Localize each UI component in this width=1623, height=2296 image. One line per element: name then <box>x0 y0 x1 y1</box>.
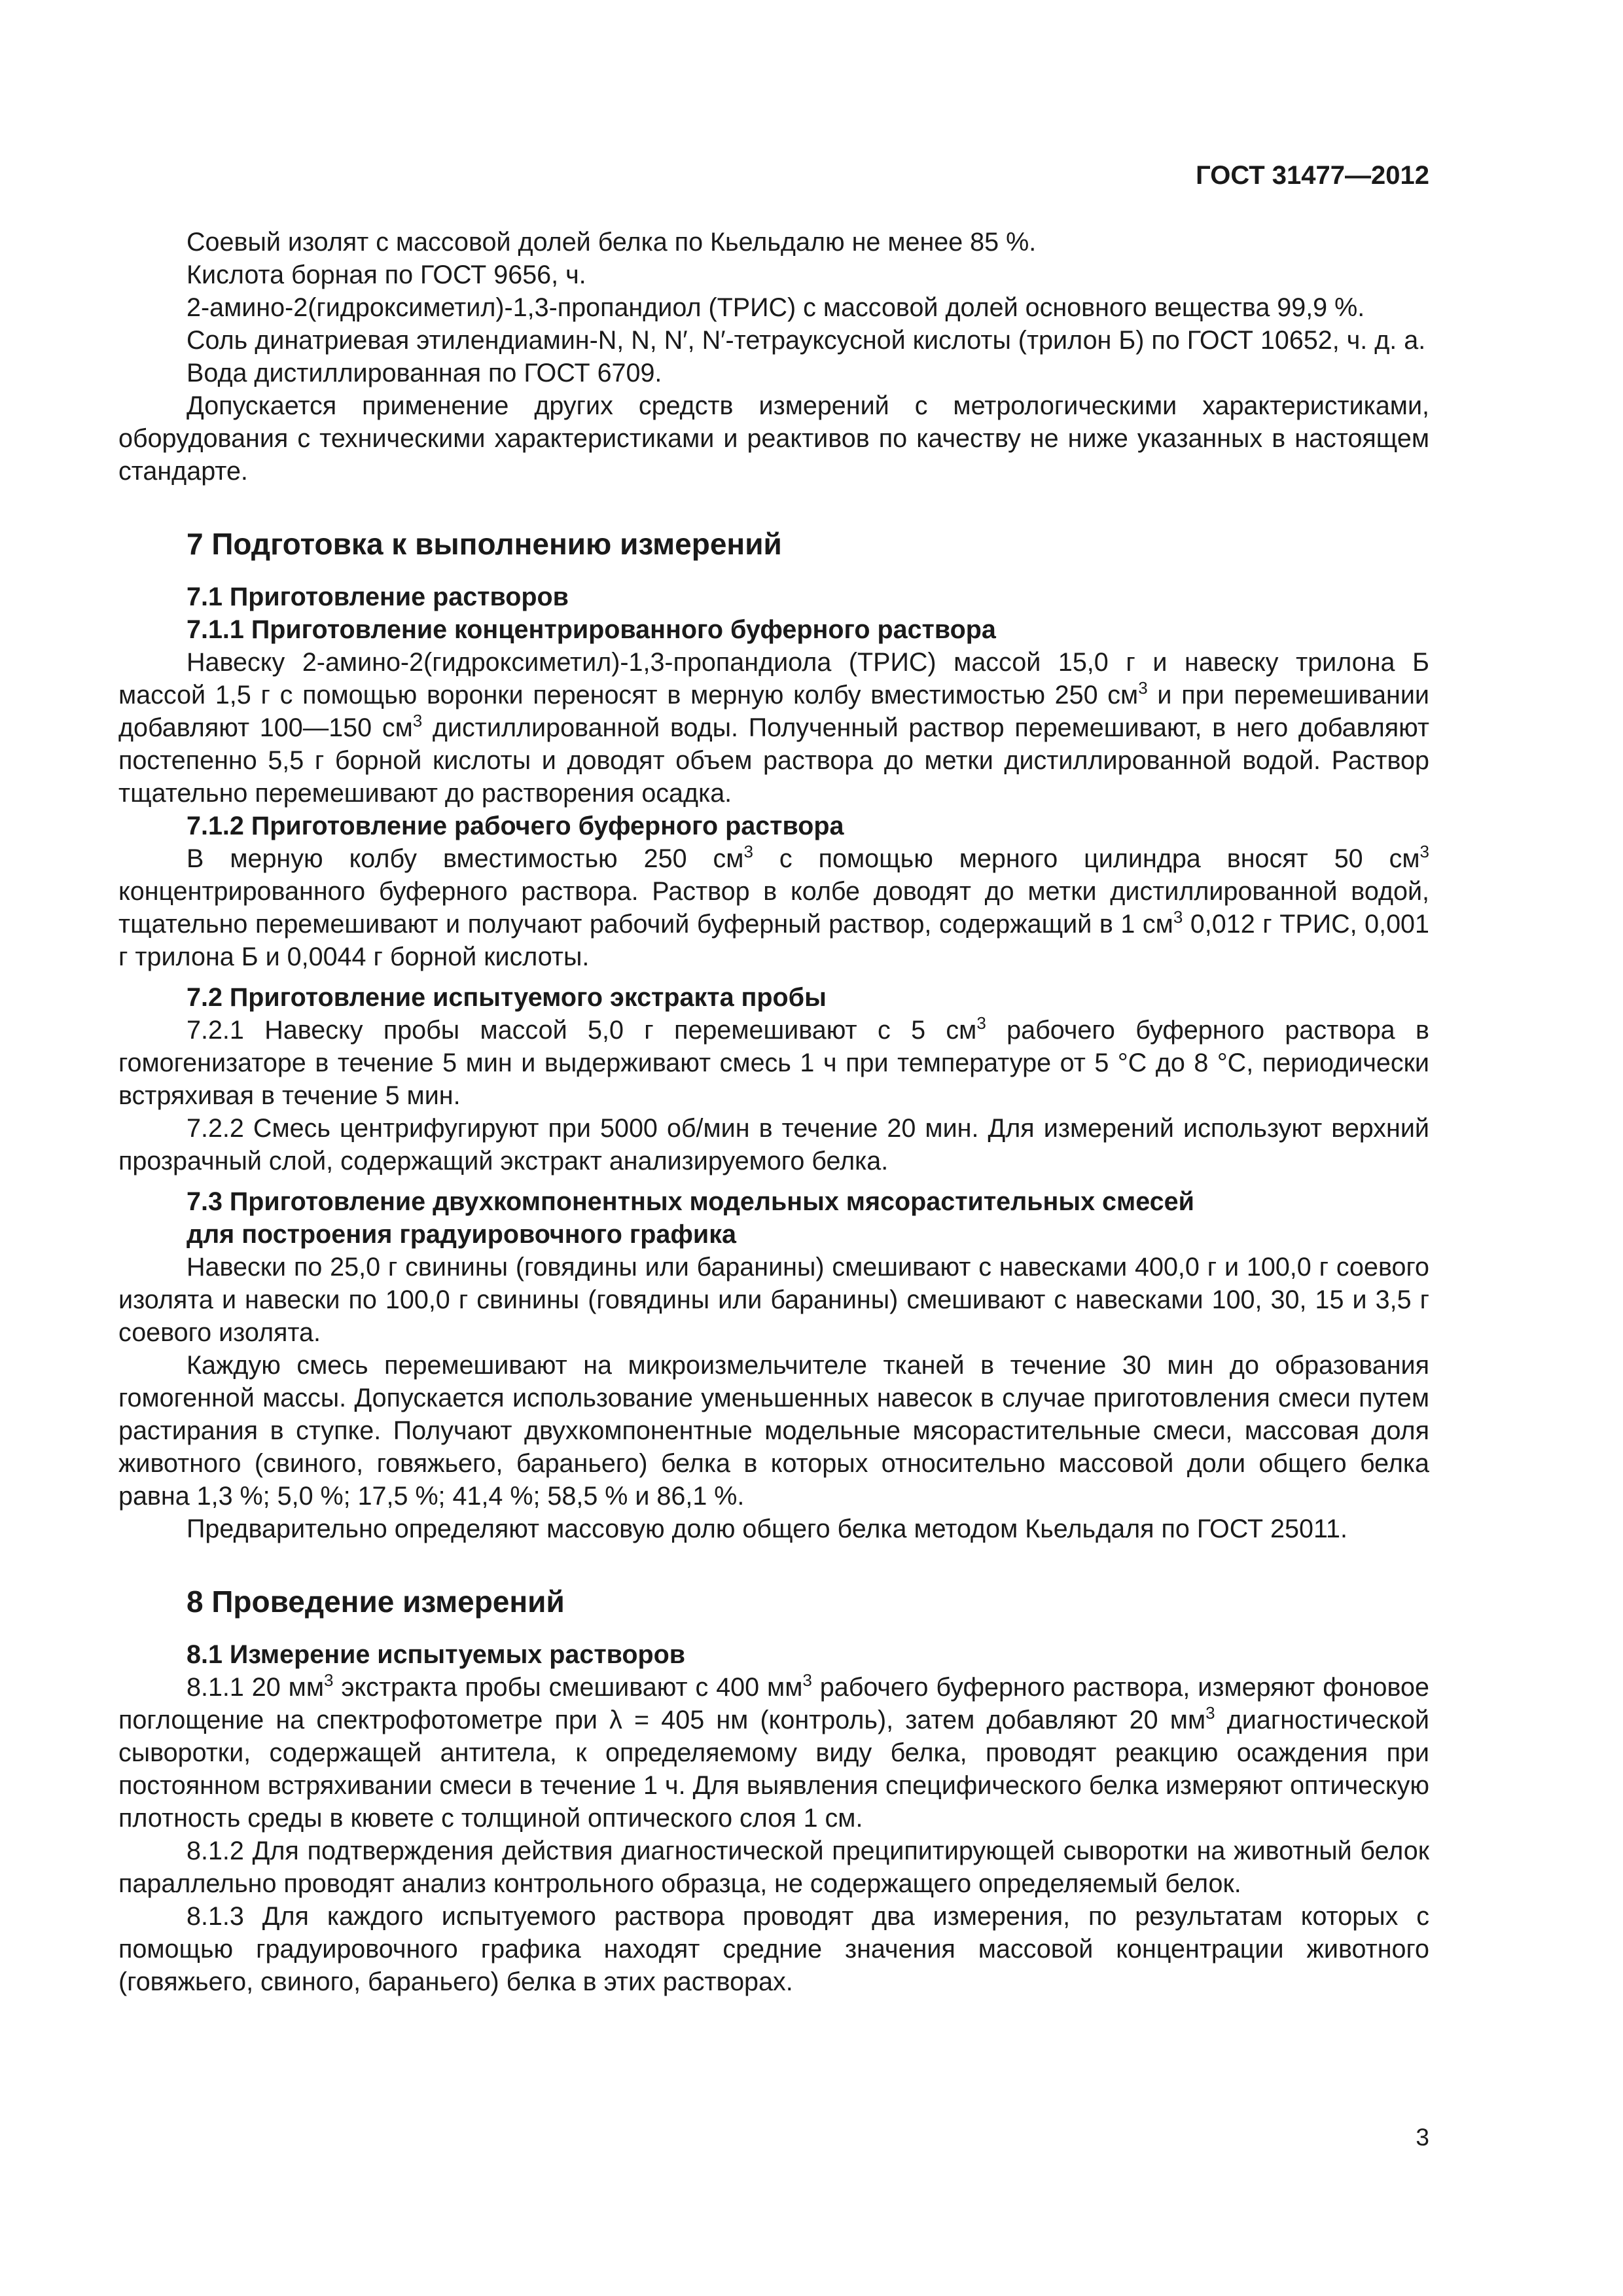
text-fragment: и при перемешивании добавляют 100—150 см <box>118 681 1429 742</box>
text-fragment: экстракта пробы смешивают с 400 мм <box>333 1673 803 1702</box>
page-number: 3 <box>1416 2124 1429 2151</box>
paragraph-7-3-mixing: Каждую смесь перемешивают на микроизмельчителе тканей в течение 30 мин до образования гомогенной массы. Допускается использование уменьшенных навесок в случае приготовления смеси путем растирания в ступке. Получают двухкомпонентные модельные мясорастительные смеси, массовая доля животного (свиного, говяжьего, бараньего) белка в которых относительно массовой доли общего белка равна 1,3 %; 5,0 %; 17,5 %; 41,4 %; 58,5 % и 86,1 %. <box>118 1351 1429 1511</box>
text-fragment: с помощью мерного цилиндра вносят 50 см <box>753 844 1420 873</box>
superscript: 3 <box>743 842 753 861</box>
section-8-1-title: 8.1 Измерение испытуемых растворов <box>187 1640 686 1669</box>
text-fragment: 7.2.1 Навеску пробы массой 5,0 г перемешивают с 5 см <box>187 1016 977 1045</box>
paragraph-7-3-weights: Навески по 25,0 г свинины (говядины или баранины) смешивают с навесками 400,0 г и 100,0 г соевого изолята и навески по 100,0 г свинины (говядины или баранины) смешивают с навесками 100, 30, 15 и 3,5 г соевого изолята. <box>118 1253 1429 1347</box>
text-fragment: Навеску 2-амино-2(гидроксиметил)-1,3-пропандиола (ТРИС) массой 15,0 г и навеску трилона Б массой 1,5 г с помощью воронки переносят в мерную колбу вместимостью 250 см <box>118 648 1429 709</box>
section-8-title: 8 Проведение измерений <box>187 1585 565 1619</box>
paragraph-7-3-kjeldahl: Предварительно определяют массовую долю общего белка методом Кьельдаля по ГОСТ 25011. <box>187 1515 1347 1543</box>
text-fragment: В мерную колбу вместимостью 250 см <box>187 844 744 873</box>
section-7-3-title <box>187 1185 1429 1251</box>
paragraph-8-1-2: 8.1.2 Для подтверждения действия диагностической преципитирующей сыворотки на животный белок параллельно проводят анализ контрольного образца, не содержащего определяемый белок. <box>118 1837 1429 1898</box>
title-line: для построения градуировочного графика <box>187 1220 736 1249</box>
text-fragment: рабочего буферного раствора в гомогенизаторе в течение 5 мин и выдерживают смесь 1 ч при температуре от 5 °С до 8 °С, периодически встряхивая в течение 5 мин. <box>118 1016 1430 1110</box>
text-fragment: диагностической сыворотки, содержащей антитела, к определяемому виду белка, проводят реакцию осаждения при постоянном встряхивании смеси в течение 1 ч. Для выявления специфического белка измеряют оптическую плотность среды в кювете с толщиной оптического слоя 1 см. <box>118 1706 1429 1833</box>
section-7-1-2-title: 7.1.2 Приготовление рабочего буферного раствора <box>187 812 844 840</box>
text-fragment: 8.1.1 20 мм <box>187 1673 324 1702</box>
paragraph-8-1-1 <box>118 1671 1429 1835</box>
superscript: 3 <box>1138 678 1148 698</box>
section-7-title: 7 Подготовка к выполнению измерений <box>187 527 782 561</box>
superscript: 3 <box>323 1670 334 1690</box>
superscript: 3 <box>412 711 423 730</box>
superscript: 3 <box>802 1670 812 1690</box>
paragraph-tris: 2-амино-2(гидроксиметил)-1,3-пропандиол (ТРИС) с массовой долей основного вещества 99,9 %. <box>187 293 1365 322</box>
superscript: 3 <box>1173 907 1183 927</box>
paragraph-8-1-3: 8.1.3 Для каждого испытуемого раствора проводят два измерения, по результатам которых с помощью градуировочного графика находят средние значения массовой концентрации животного (говяжьего, свиного, бараньего) белка в этих растворах. <box>118 1902 1429 1996</box>
text-fragment: рабочего буферного раствора, измеряют фоновое поглощение на спектрофотометре при λ = 405 нм (контроль), затем добавляют 20 мм <box>118 1673 1429 1734</box>
superscript: 3 <box>1205 1703 1215 1723</box>
section-7-1-title: 7.1 Приготовление растворов <box>187 583 569 611</box>
paragraph-alternatives: Допускается применение других средств измерений с метрологическими характеристиками, оборудования с техническими характеристиками и реактивов по качеству не ниже указанных в настоящем стандарте. <box>118 391 1429 486</box>
text-fragment: концентрированного буферного раствора. Раствор в колбе доводят до метки дистиллированной водой, тщательно перемешивают и получают рабочий буферный раствор, содержащий в 1 см <box>118 877 1429 939</box>
paragraph-boric-acid: Кислота борная по ГОСТ 9656, ч. <box>187 260 586 289</box>
paragraph-7-2-2: 7.2.2 Смесь центрифугируют при 5000 об/мин в течение 20 мин. Для измерений используют верхний прозрачный слой, содержащий экстракт анализируемого белка. <box>118 1114 1429 1175</box>
paragraph-distilled-water: Вода дистиллированная по ГОСТ 6709. <box>187 359 662 387</box>
section-7-1-1-title: 7.1.1 Приготовление концентрированного буферного раствора <box>187 615 996 644</box>
paragraph-7-1-1 <box>118 646 1429 810</box>
paragraph-7-2-1 <box>118 1014 1429 1112</box>
page-body <box>118 226 1429 1998</box>
paragraph-7-1-2 <box>118 842 1429 973</box>
text-fragment: дистиллированной воды. Полученный раствор перемешивают, в него добавляют постепенно 5,5 г борной кислоты и доводят объем раствора до метки дистиллированной водой. Раствор тщательно перемешивают до растворения осадка. <box>118 713 1429 808</box>
superscript: 3 <box>1419 842 1429 861</box>
paragraph-soy-isolate: Соевый изолят с массовой долей белка по Кьельдалю не менее 85 %. <box>187 228 1037 257</box>
superscript: 3 <box>976 1013 986 1033</box>
paragraph-trilon: Соль динатриевая этилендиамин-N, N, N′, N′-тетрауксусной кислоты (трилон Б) по ГОСТ 10652, ч. д. а. <box>187 326 1426 355</box>
section-7-2-title: 7.2 Приготовление испытуемого экстракта пробы <box>187 983 827 1012</box>
document-code: ГОСТ 31477—2012 <box>1196 161 1429 190</box>
title-line: 7.3 Приготовление двухкомпонентных модельных мясорастительных смесей <box>187 1187 1194 1216</box>
text-fragment: 0,012 г ТРИС, 0,001 г трилона Б и 0,0044 г борной кислоты. <box>118 910 1429 971</box>
